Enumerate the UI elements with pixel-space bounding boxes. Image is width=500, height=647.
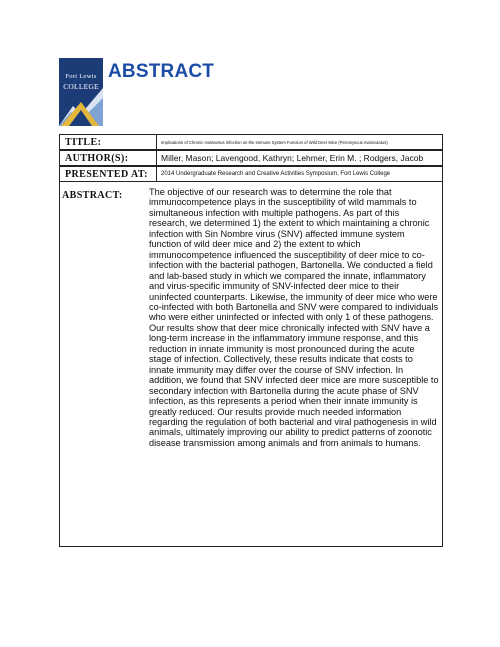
presented-at-value: 2014 Undergraduate Research and Creative Activities Symposium, Fort Lewis College	[161, 171, 391, 177]
authors-value-cell	[156, 150, 443, 166]
logo-text-line1: Fort Lewis	[65, 73, 97, 80]
title-value: Implications of Chronic Hantavirus Infection on the Immune System Function of Wild Deer Mice (Peromyscus maniculatus)	[161, 140, 388, 145]
presented-at-row	[59, 166, 443, 182]
logo-mountain-icon	[59, 58, 103, 126]
abstract-label: ABSTRACT:	[62, 190, 123, 201]
title-row	[59, 134, 443, 150]
college-logo	[59, 58, 103, 126]
page-heading: ABSTRACT	[108, 61, 215, 82]
presented-at-value-cell	[156, 166, 443, 182]
authors-row	[59, 150, 443, 166]
abstract-body	[149, 187, 439, 448]
authors-label-cell	[59, 150, 157, 166]
title-label-cell	[59, 134, 157, 150]
authors-label: AUTHOR(S):	[65, 153, 129, 164]
presented-at-label: PRESENTED AT:	[65, 169, 148, 180]
title-value-cell	[156, 134, 443, 150]
presented-at-label-cell	[59, 166, 157, 182]
authors-value: Miller, Mason; Lavengood, Kathryn; Lehmer, Erin M. ; Rodgers, Jacob	[161, 153, 424, 163]
abstract-paragraph: The objective of our research was to determine the role that immunocompetence plays in the susceptibility of wild mammals to simultaneous infection with multiple pathogens. As part of this research, we determined 1) the extent to which maintaining a chronic infection with Sin Nombre virus (SNV) affected immune system function of wild deer mice and 2) the extent to which immunocompetence influenced the susceptibility of deer mice to co-infection with the bacterial pathogen, Bartonella. We conducted a field and lab-based study in which we compared the innate, inflammatory and virus-specific immunity of SNV-infected deer mice to their uninfected counterparts. Likewise, the immunity of deer mice who were co-infected with both Bartonella and SNV were compared to individuals who were either uninfected or infected with only 1 of these pathogens. Our results show that deer mice chronically infected with SNV have a long-term increase in the inflammatory immune response, and this reduction in innate immunity is most pronounced during the acute stage of infection. Collectively, these results indicate that costs to innate immunity may differ over the course of SNV infection. In addition, we found that SNV infected deer mice are more susceptible to secondary infection with Bartonella during the acute phase of SNV infection, as this represents a period when their innate immunity is greatly reduced. Our results provide much needed information regarding the regulation of both bacterial and viral pathogenesis in wild animals, ultimately improving our ability to predict patterns of zoonotic disease transmission among animals and from animals to humans.	[149, 187, 439, 448]
title-label: TITLE:	[65, 137, 102, 148]
logo-text-line2: COLLEGE	[63, 82, 99, 91]
